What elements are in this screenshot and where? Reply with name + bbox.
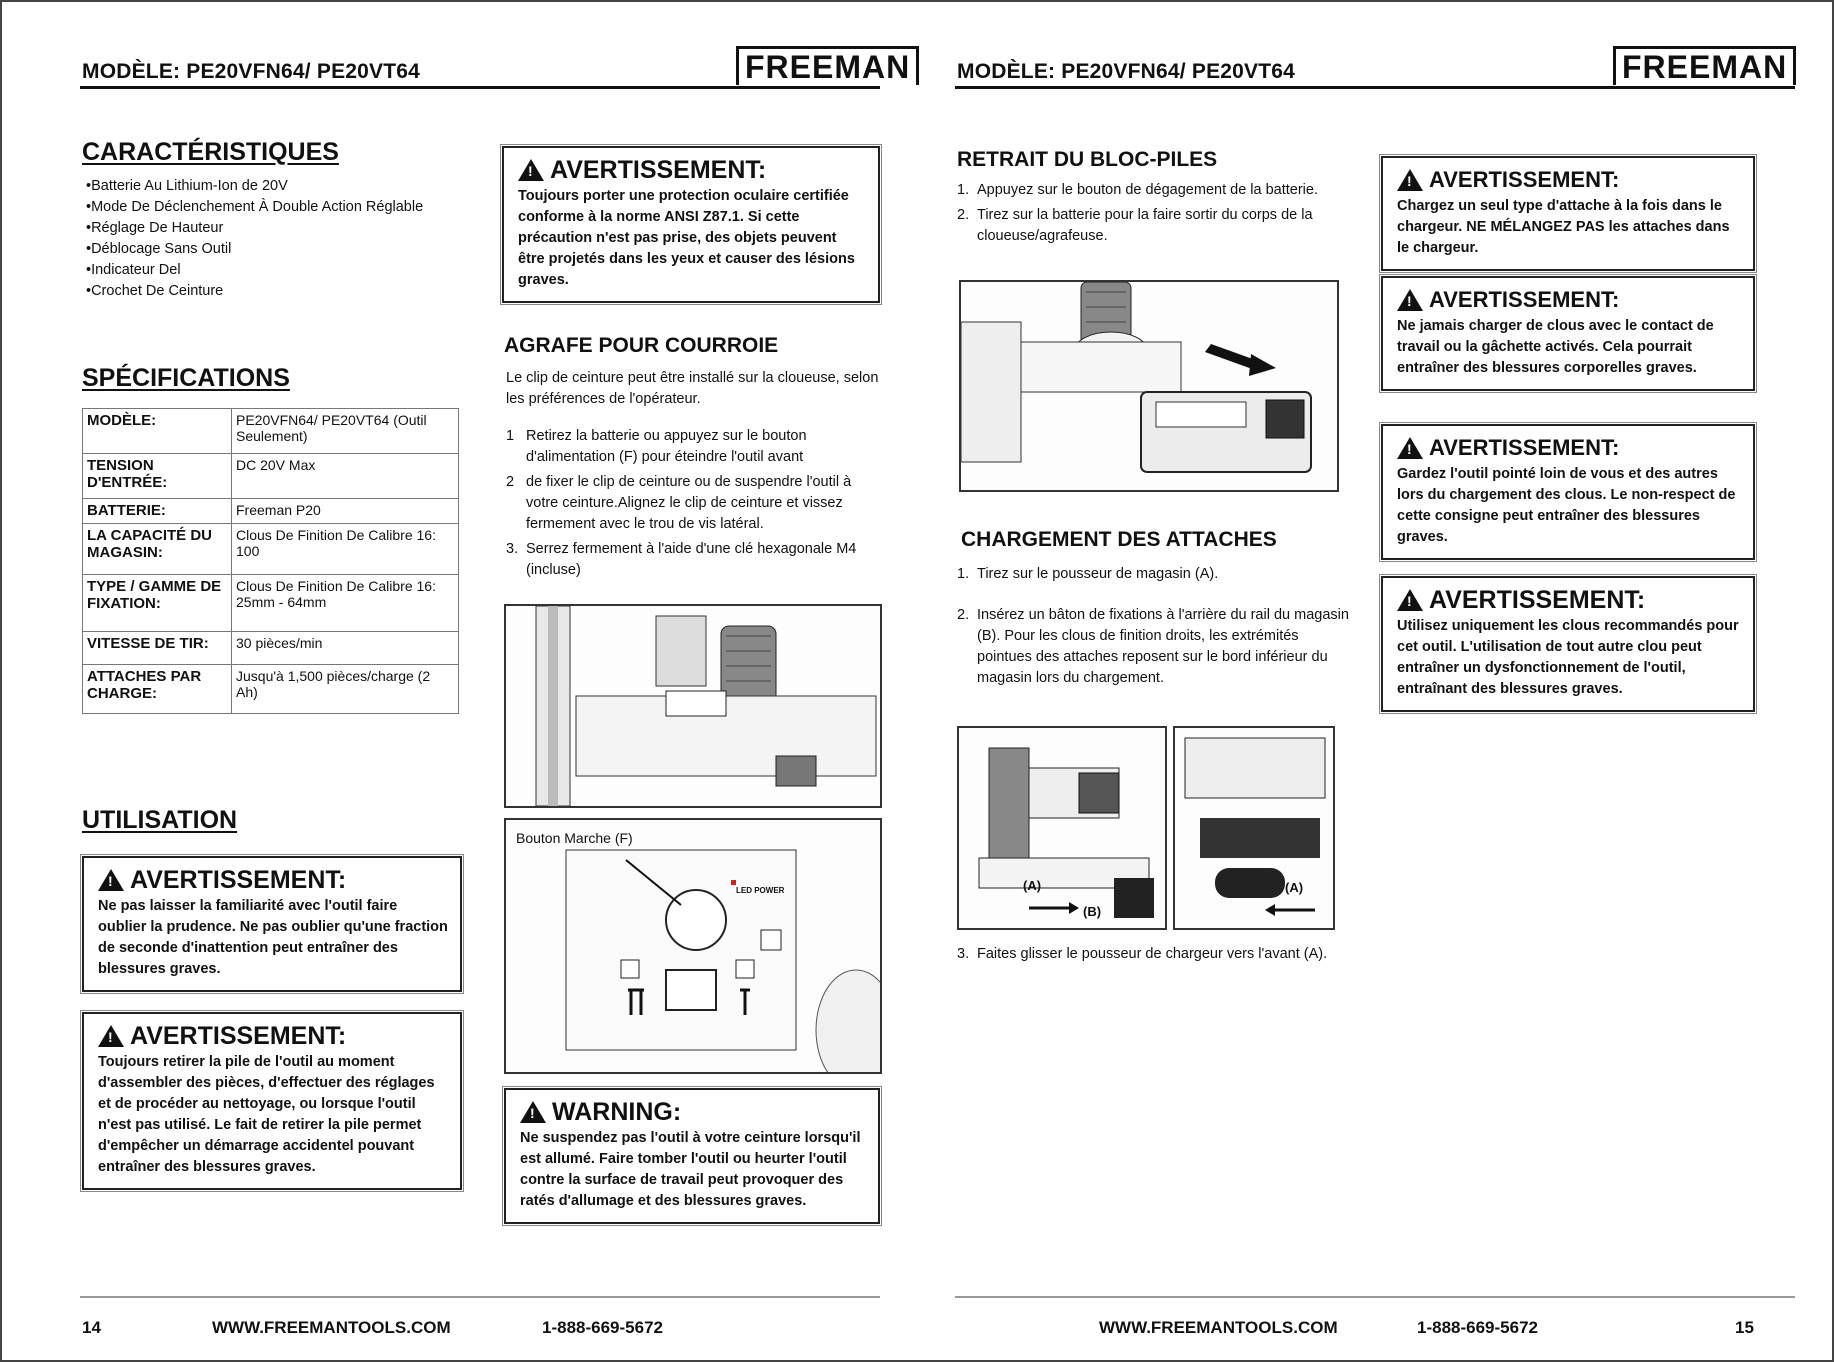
step-number: 2. [957, 607, 970, 623]
warning-box [504, 1088, 880, 1224]
page-number: 15 [1735, 1318, 1754, 1337]
warning-text: Ne jamais charger de clous avec le contact de travail ou la gâchette activés. Cela pourrait entraîner des blessures corporelles graves. [1397, 318, 1714, 376]
step-text: Appuyez sur le bouton de dégagement de la batterie. [977, 182, 1318, 198]
warning-triangle-icon [518, 159, 544, 181]
warning-text: Chargez un seul type d'attache à la fois dans le chargeur. NE MÉLANGEZ PAS les attaches dans le chargeur. [1397, 198, 1730, 256]
belt-clip-intro: Le clip de ceinture peut être installé sur la cloueuse, selon les préférences de l'opérateur. [506, 370, 879, 407]
led-power-label: LED POWER [736, 886, 785, 895]
phone-number: 1-888-669-5672 [1417, 1318, 1538, 1337]
phone-number: 1-888-669-5672 [542, 1318, 663, 1337]
battery-removal-title: RETRAIT DU BLOC-PILES [957, 148, 1218, 171]
website-url: WWW.FREEMANTOOLS.COM [212, 1318, 451, 1337]
step-item [957, 605, 1357, 689]
loading-figure-left [957, 726, 1167, 930]
spec-key: BATTERIE: [83, 499, 232, 524]
spec-row [83, 575, 459, 632]
step-item [957, 944, 1337, 965]
freeman-logo: FREEMAN [1613, 46, 1796, 85]
spec-value: Clous De Finition De Calibre 16: 100 [232, 524, 459, 575]
battery-removal-steps [957, 180, 1347, 251]
step-number: 3. [957, 946, 970, 962]
nailer-battery-illustration [506, 606, 880, 806]
specs-table [82, 408, 459, 714]
spec-value: DC 20V Max [232, 454, 459, 499]
step-text: Serrez fermement à l'aide d'une clé hexagonale M4 (incluse) [526, 541, 857, 578]
warning-box [502, 146, 880, 303]
spec-key: TENSION D'ENTRÉE: [83, 454, 232, 499]
step-text: Retirez la batterie ou appuyez sur le bouton d'alimentation (F) pour éteindre l'outil avant [526, 428, 807, 465]
warning-text: Ne pas laisser la familiarité avec l'outil faire oublier la prudence. Ne pas oublier qu'une fraction de seconde d'inattention peut entraîner des blessures graves. [98, 898, 448, 977]
label-b: (B) [1083, 904, 1102, 919]
spec-value: PE20VFN64/ PE20VT64 (Outil Seulement) [232, 409, 459, 454]
step-text: de fixer le clip de ceinture ou de suspendre l'outil à votre ceinture.Alignez le clip de ceinture et vissez fermement avec le trou de vis latéral. [526, 474, 852, 532]
warning-box [82, 856, 462, 992]
warning-title: AVERTISSEMENT: [1429, 586, 1646, 614]
belt-clip-title: AGRAFE POUR COURROIE [504, 334, 779, 357]
magazine-closeup-illustration [1175, 728, 1333, 928]
spec-row [83, 499, 459, 524]
header-rule [955, 86, 1795, 89]
loading-steps-final [957, 944, 1337, 969]
right-page [917, 0, 1817, 1362]
model-heading: MODÈLE: PE20VFN64/ PE20VT64 [957, 60, 1296, 83]
step-text: Tirez sur la batterie pour la faire sortir du corps de la cloueuse/agrafeuse. [977, 207, 1313, 244]
warning-title: AVERTISSEMENT: [130, 866, 347, 894]
features-item: • Déblocage Sans Outil [84, 239, 454, 260]
spec-key: MODÈLE: [83, 409, 232, 454]
features-item: • Crochet De Ceinture [84, 281, 454, 302]
spec-value: Freeman P20 [232, 499, 459, 524]
warning-title: AVERTISSEMENT: [550, 156, 767, 184]
warning-triangle-icon [98, 869, 124, 891]
warning-title: AVERTISSEMENT: [1429, 287, 1620, 312]
spec-row [83, 665, 459, 714]
warning-text: Utilisez uniquement les clous recommandés pour cet outil. L'utilisation de tout autre clou peut entraîner un dysfonctionnement de l'outil, entraînant des blessures graves. [1397, 618, 1739, 697]
usage-title: UTILISATION [82, 806, 238, 834]
step-text: Tirez sur le pousseur de magasin (A). [977, 566, 1219, 582]
warning-triangle-icon [1397, 437, 1423, 459]
website-url: WWW.FREEMANTOOLS.COM [1099, 1318, 1338, 1337]
step-item [957, 564, 1357, 585]
loading-steps [957, 564, 1357, 693]
step-item [506, 426, 886, 468]
step-text: Insérez un bâton de fixations à l'arrière du rail du magasin (B). Pour les clous de finition droits, les extrémités pointues des attaches reposent sur le bord inférieur du magasin lors du chargement. [977, 607, 1349, 686]
warning-triangle-icon [520, 1101, 546, 1123]
warning-box [82, 1012, 462, 1190]
warning-triangle-icon [1397, 589, 1423, 611]
warning-box [1381, 424, 1755, 560]
battery-removal-figure [959, 280, 1339, 492]
warning-box [1381, 576, 1755, 712]
header-rule [80, 86, 880, 89]
label-a: (A) [1285, 880, 1304, 895]
page-number: 14 [82, 1318, 101, 1337]
warning-triangle-icon [1397, 289, 1423, 311]
spec-key: LA CAPACITÉ DU MAGASIN: [83, 524, 232, 575]
step-number: 2. [957, 207, 970, 223]
specs-title: SPÉCIFICATIONS [82, 364, 290, 392]
spec-row [83, 409, 459, 454]
warning-triangle-icon [1397, 169, 1423, 191]
battery-removal-illustration [961, 282, 1337, 490]
loading-title: CHARGEMENT DES ATTACHES [961, 528, 1277, 551]
nailer-loading-illustration [959, 728, 1165, 928]
features-list [84, 176, 454, 302]
features-item: • Mode De Déclenchement À Double Action Réglable [84, 197, 454, 218]
spec-key: VITESSE DE TIR: [83, 632, 232, 665]
warning-triangle-icon [98, 1025, 124, 1047]
warning-title: WARNING: [552, 1098, 682, 1126]
footer-rule [80, 1296, 880, 1298]
warning-title: AVERTISSEMENT: [130, 1022, 347, 1050]
warning-text: Toujours retirer la pile de l'outil au moment d'assembler des pièces, d'effectuer des réglages et de procéder au nettoyage, ou lorsque l'outil n'est pas utilisé. Le fait de retirer la pile permet d'empêcher un démarrage accidentel pouvant entraîner des blessures graves. [98, 1054, 435, 1175]
power-button-illustration [506, 820, 880, 1072]
features-item: • Indicateur Del [84, 260, 454, 281]
warning-title: AVERTISSEMENT: [1429, 435, 1620, 460]
warning-text: Ne suspendez pas l'outil à votre ceinture lorsqu'il est allumé. Faire tomber l'outil ou heurter l'outil contre la surface de travail peut provoquer des ratés d'allumage et des blessures graves. [520, 1130, 861, 1209]
features-title: CARACTÉRISTIQUES [82, 138, 339, 166]
step-item [506, 472, 886, 535]
step-text: Faites glisser le pousseur de chargeur vers l'avant (A). [977, 946, 1328, 962]
step-number: 1. [957, 182, 970, 198]
footer-rule [955, 1296, 1795, 1298]
warning-text: Toujours porter une protection oculaire certifiée conforme à la norme ANSI Z87.1. Si cette précaution n'est pas prise, des objets peuvent être projetés dans les yeux et causer des lésions graves. [518, 188, 855, 288]
spec-key: TYPE / GAMME DE FIXATION: [83, 575, 232, 632]
power-button-figure [504, 818, 882, 1074]
loading-figure-right [1173, 726, 1335, 930]
step-number: 2 [506, 474, 515, 490]
step-item [957, 180, 1347, 201]
spec-row [83, 632, 459, 665]
model-heading: MODÈLE: PE20VFN64/ PE20VT64 [82, 60, 421, 83]
label-a: (A) [1023, 878, 1042, 893]
belt-clip-figure [504, 604, 882, 808]
features-item: • Réglage De Hauteur [84, 218, 454, 239]
features-item: • Batterie Au Lithium-Ion de 20V [84, 176, 454, 197]
spec-row [83, 454, 459, 499]
step-item [957, 205, 1347, 247]
belt-clip-steps [506, 426, 886, 585]
step-item [506, 539, 886, 581]
spec-row [83, 524, 459, 575]
step-number: 3. [506, 541, 519, 557]
spec-value: Jusqu'à 1,500 pièces/charge (2 Ah) [232, 665, 459, 714]
step-number: 1. [957, 566, 970, 582]
warning-title: AVERTISSEMENT: [1429, 167, 1620, 192]
freeman-logo: FREEMAN [736, 46, 919, 85]
left-page [0, 0, 911, 1362]
warning-box [1381, 156, 1755, 271]
power-button-caption: Bouton Marche (F) [516, 830, 633, 846]
warning-box [1381, 276, 1755, 391]
spec-key: ATTACHES PAR CHARGE: [83, 665, 232, 714]
spec-value: Clous De Finition De Calibre 16: 25mm - 64mm [232, 575, 459, 632]
step-number: 1 [506, 428, 515, 444]
warning-text: Gardez l'outil pointé loin de vous et des autres lors du chargement des clous. Le non-respect de cette consigne peut entraîner des blessures graves. [1397, 466, 1736, 545]
spec-value: 30 pièces/min [232, 632, 459, 665]
